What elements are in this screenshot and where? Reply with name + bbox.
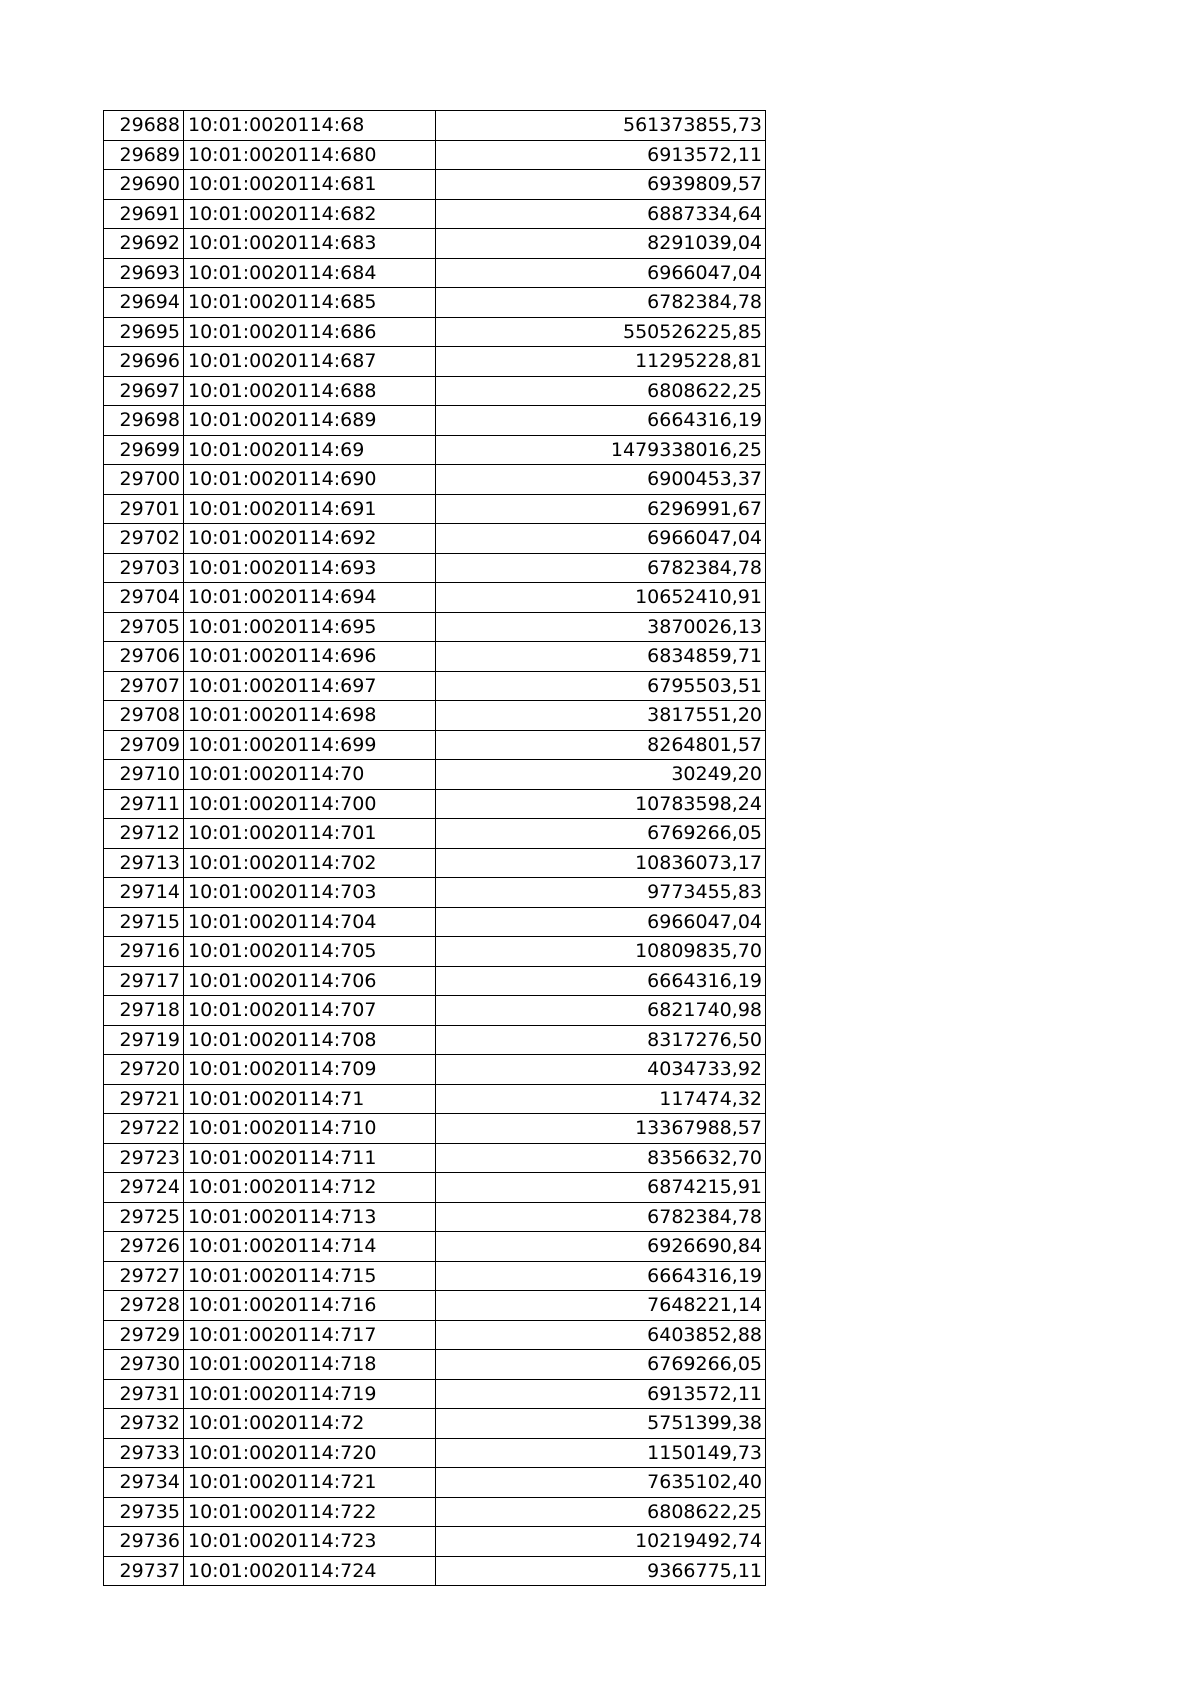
row-number-cell: 29736 bbox=[104, 1527, 184, 1557]
table-row bbox=[104, 789, 766, 819]
table-row bbox=[104, 1409, 766, 1439]
cadastral-number-cell: 10:01:0020114:714 bbox=[184, 1232, 436, 1262]
cadastral-number-cell: 10:01:0020114:718 bbox=[184, 1350, 436, 1380]
value-cell: 6874215,91 bbox=[436, 1173, 766, 1203]
value-cell: 550526225,85 bbox=[436, 317, 766, 347]
value-cell: 561373855,73 bbox=[436, 111, 766, 141]
table-row bbox=[104, 465, 766, 495]
value-cell: 1150149,73 bbox=[436, 1438, 766, 1468]
cadastral-number-cell: 10:01:0020114:694 bbox=[184, 583, 436, 613]
value-cell: 6939809,57 bbox=[436, 170, 766, 200]
row-number-cell: 29693 bbox=[104, 258, 184, 288]
table-row bbox=[104, 1320, 766, 1350]
row-number-cell: 29721 bbox=[104, 1084, 184, 1114]
table-row bbox=[104, 258, 766, 288]
value-cell: 6926690,84 bbox=[436, 1232, 766, 1262]
table-row bbox=[104, 583, 766, 613]
cadastral-number-cell: 10:01:0020114:717 bbox=[184, 1320, 436, 1350]
value-cell: 117474,32 bbox=[436, 1084, 766, 1114]
row-number-cell: 29720 bbox=[104, 1055, 184, 1085]
row-number-cell: 29688 bbox=[104, 111, 184, 141]
cadastral-number-cell: 10:01:0020114:69 bbox=[184, 435, 436, 465]
value-cell: 6782384,78 bbox=[436, 288, 766, 318]
cadastral-number-cell: 10:01:0020114:703 bbox=[184, 878, 436, 908]
cadastral-number-cell: 10:01:0020114:700 bbox=[184, 789, 436, 819]
value-cell: 6782384,78 bbox=[436, 553, 766, 583]
cadastral-number-cell: 10:01:0020114:710 bbox=[184, 1114, 436, 1144]
cadastral-number-cell: 10:01:0020114:72 bbox=[184, 1409, 436, 1439]
table-row bbox=[104, 1055, 766, 1085]
data-table bbox=[103, 110, 766, 1586]
row-number-cell: 29691 bbox=[104, 199, 184, 229]
table-row bbox=[104, 553, 766, 583]
cadastral-number-cell: 10:01:0020114:699 bbox=[184, 730, 436, 760]
value-cell: 6887334,64 bbox=[436, 199, 766, 229]
cadastral-number-cell: 10:01:0020114:688 bbox=[184, 376, 436, 406]
row-number-cell: 29719 bbox=[104, 1025, 184, 1055]
cadastral-number-cell: 10:01:0020114:68 bbox=[184, 111, 436, 141]
table-row bbox=[104, 376, 766, 406]
value-cell: 10836073,17 bbox=[436, 848, 766, 878]
row-number-cell: 29725 bbox=[104, 1202, 184, 1232]
cadastral-number-cell: 10:01:0020114:680 bbox=[184, 140, 436, 170]
row-number-cell: 29730 bbox=[104, 1350, 184, 1380]
cadastral-number-cell: 10:01:0020114:721 bbox=[184, 1468, 436, 1498]
value-cell: 7648221,14 bbox=[436, 1291, 766, 1321]
row-number-cell: 29732 bbox=[104, 1409, 184, 1439]
value-cell: 8291039,04 bbox=[436, 229, 766, 259]
value-cell: 9366775,11 bbox=[436, 1556, 766, 1586]
row-number-cell: 29699 bbox=[104, 435, 184, 465]
cadastral-number-cell: 10:01:0020114:723 bbox=[184, 1527, 436, 1557]
table-row bbox=[104, 907, 766, 937]
value-cell: 6664316,19 bbox=[436, 1261, 766, 1291]
row-number-cell: 29734 bbox=[104, 1468, 184, 1498]
row-number-cell: 29708 bbox=[104, 701, 184, 731]
cadastral-number-cell: 10:01:0020114:705 bbox=[184, 937, 436, 967]
cadastral-number-cell: 10:01:0020114:701 bbox=[184, 819, 436, 849]
value-cell: 11295228,81 bbox=[436, 347, 766, 377]
value-cell: 6834859,71 bbox=[436, 642, 766, 672]
table-row bbox=[104, 524, 766, 554]
value-cell: 10783598,24 bbox=[436, 789, 766, 819]
row-number-cell: 29709 bbox=[104, 730, 184, 760]
table-row bbox=[104, 1497, 766, 1527]
row-number-cell: 29706 bbox=[104, 642, 184, 672]
row-number-cell: 29729 bbox=[104, 1320, 184, 1350]
row-number-cell: 29703 bbox=[104, 553, 184, 583]
value-cell: 6808622,25 bbox=[436, 1497, 766, 1527]
table-row bbox=[104, 612, 766, 642]
value-cell: 6782384,78 bbox=[436, 1202, 766, 1232]
cadastral-number-cell: 10:01:0020114:695 bbox=[184, 612, 436, 642]
value-cell: 6900453,37 bbox=[436, 465, 766, 495]
table-row bbox=[104, 170, 766, 200]
value-cell: 5751399,38 bbox=[436, 1409, 766, 1439]
row-number-cell: 29716 bbox=[104, 937, 184, 967]
value-cell: 10652410,91 bbox=[436, 583, 766, 613]
cadastral-number-cell: 10:01:0020114:713 bbox=[184, 1202, 436, 1232]
cadastral-number-cell: 10:01:0020114:706 bbox=[184, 966, 436, 996]
value-cell: 6966047,04 bbox=[436, 907, 766, 937]
value-cell: 9773455,83 bbox=[436, 878, 766, 908]
cadastral-number-cell: 10:01:0020114:686 bbox=[184, 317, 436, 347]
table-row bbox=[104, 140, 766, 170]
value-cell: 10809835,70 bbox=[436, 937, 766, 967]
row-number-cell: 29727 bbox=[104, 1261, 184, 1291]
value-cell: 8317276,50 bbox=[436, 1025, 766, 1055]
row-number-cell: 29737 bbox=[104, 1556, 184, 1586]
cadastral-number-cell: 10:01:0020114:716 bbox=[184, 1291, 436, 1321]
row-number-cell: 29695 bbox=[104, 317, 184, 347]
row-number-cell: 29705 bbox=[104, 612, 184, 642]
cadastral-number-cell: 10:01:0020114:720 bbox=[184, 1438, 436, 1468]
table-row bbox=[104, 1556, 766, 1586]
cadastral-number-cell: 10:01:0020114:719 bbox=[184, 1379, 436, 1409]
row-number-cell: 29689 bbox=[104, 140, 184, 170]
row-number-cell: 29692 bbox=[104, 229, 184, 259]
table-row bbox=[104, 406, 766, 436]
value-cell: 13367988,57 bbox=[436, 1114, 766, 1144]
row-number-cell: 29704 bbox=[104, 583, 184, 613]
cadastral-number-cell: 10:01:0020114:690 bbox=[184, 465, 436, 495]
row-number-cell: 29707 bbox=[104, 671, 184, 701]
row-number-cell: 29701 bbox=[104, 494, 184, 524]
cadastral-number-cell: 10:01:0020114:71 bbox=[184, 1084, 436, 1114]
cadastral-number-cell: 10:01:0020114:702 bbox=[184, 848, 436, 878]
value-cell: 6821740,98 bbox=[436, 996, 766, 1026]
table-row bbox=[104, 701, 766, 731]
cadastral-number-cell: 10:01:0020114:681 bbox=[184, 170, 436, 200]
row-number-cell: 29690 bbox=[104, 170, 184, 200]
row-number-cell: 29714 bbox=[104, 878, 184, 908]
table-row bbox=[104, 1468, 766, 1498]
row-number-cell: 29713 bbox=[104, 848, 184, 878]
row-number-cell: 29710 bbox=[104, 760, 184, 790]
row-number-cell: 29733 bbox=[104, 1438, 184, 1468]
cadastral-number-cell: 10:01:0020114:691 bbox=[184, 494, 436, 524]
row-number-cell: 29711 bbox=[104, 789, 184, 819]
table-row bbox=[104, 317, 766, 347]
cadastral-number-cell: 10:01:0020114:696 bbox=[184, 642, 436, 672]
row-number-cell: 29715 bbox=[104, 907, 184, 937]
cadastral-number-cell: 10:01:0020114:711 bbox=[184, 1143, 436, 1173]
value-cell: 1479338016,25 bbox=[436, 435, 766, 465]
value-cell: 6664316,19 bbox=[436, 406, 766, 436]
table-row bbox=[104, 1291, 766, 1321]
row-number-cell: 29700 bbox=[104, 465, 184, 495]
table-row bbox=[104, 1261, 766, 1291]
table-row bbox=[104, 1350, 766, 1380]
table-body bbox=[104, 111, 766, 1586]
value-cell: 6296991,67 bbox=[436, 494, 766, 524]
table-row bbox=[104, 966, 766, 996]
row-number-cell: 29696 bbox=[104, 347, 184, 377]
value-cell: 6913572,11 bbox=[436, 1379, 766, 1409]
cadastral-number-cell: 10:01:0020114:709 bbox=[184, 1055, 436, 1085]
cadastral-number-cell: 10:01:0020114:70 bbox=[184, 760, 436, 790]
table-row bbox=[104, 1527, 766, 1557]
cadastral-number-cell: 10:01:0020114:684 bbox=[184, 258, 436, 288]
value-cell: 30249,20 bbox=[436, 760, 766, 790]
table-row bbox=[104, 1114, 766, 1144]
table-row bbox=[104, 1025, 766, 1055]
row-number-cell: 29702 bbox=[104, 524, 184, 554]
table-row bbox=[104, 288, 766, 318]
table-row bbox=[104, 435, 766, 465]
row-number-cell: 29697 bbox=[104, 376, 184, 406]
table-row bbox=[104, 1143, 766, 1173]
row-number-cell: 29698 bbox=[104, 406, 184, 436]
table-row bbox=[104, 819, 766, 849]
table-row bbox=[104, 642, 766, 672]
value-cell: 8356632,70 bbox=[436, 1143, 766, 1173]
cadastral-number-cell: 10:01:0020114:722 bbox=[184, 1497, 436, 1527]
table-row bbox=[104, 111, 766, 141]
cadastral-number-cell: 10:01:0020114:687 bbox=[184, 347, 436, 377]
row-number-cell: 29724 bbox=[104, 1173, 184, 1203]
row-number-cell: 29718 bbox=[104, 996, 184, 1026]
value-cell: 4034733,92 bbox=[436, 1055, 766, 1085]
table-row bbox=[104, 878, 766, 908]
value-cell: 6966047,04 bbox=[436, 524, 766, 554]
row-number-cell: 29722 bbox=[104, 1114, 184, 1144]
value-cell: 6795503,51 bbox=[436, 671, 766, 701]
table-row bbox=[104, 1438, 766, 1468]
row-number-cell: 29735 bbox=[104, 1497, 184, 1527]
row-number-cell: 29728 bbox=[104, 1291, 184, 1321]
table-row bbox=[104, 229, 766, 259]
cadastral-number-cell: 10:01:0020114:707 bbox=[184, 996, 436, 1026]
value-cell: 8264801,57 bbox=[436, 730, 766, 760]
table-row bbox=[104, 671, 766, 701]
cadastral-number-cell: 10:01:0020114:689 bbox=[184, 406, 436, 436]
value-cell: 3817551,20 bbox=[436, 701, 766, 731]
row-number-cell: 29717 bbox=[104, 966, 184, 996]
value-cell: 10219492,74 bbox=[436, 1527, 766, 1557]
cadastral-number-cell: 10:01:0020114:693 bbox=[184, 553, 436, 583]
cadastral-number-cell: 10:01:0020114:712 bbox=[184, 1173, 436, 1203]
table-row bbox=[104, 730, 766, 760]
value-cell: 6808622,25 bbox=[436, 376, 766, 406]
table-row bbox=[104, 848, 766, 878]
table-row bbox=[104, 1232, 766, 1262]
table-row bbox=[104, 1379, 766, 1409]
cadastral-number-cell: 10:01:0020114:724 bbox=[184, 1556, 436, 1586]
row-number-cell: 29694 bbox=[104, 288, 184, 318]
table-row bbox=[104, 1084, 766, 1114]
table-row bbox=[104, 199, 766, 229]
cadastral-number-cell: 10:01:0020114:683 bbox=[184, 229, 436, 259]
cadastral-number-cell: 10:01:0020114:698 bbox=[184, 701, 436, 731]
cadastral-number-cell: 10:01:0020114:715 bbox=[184, 1261, 436, 1291]
table-row bbox=[104, 760, 766, 790]
cadastral-number-cell: 10:01:0020114:708 bbox=[184, 1025, 436, 1055]
cadastral-number-cell: 10:01:0020114:692 bbox=[184, 524, 436, 554]
row-number-cell: 29726 bbox=[104, 1232, 184, 1262]
value-cell: 6403852,88 bbox=[436, 1320, 766, 1350]
value-cell: 6966047,04 bbox=[436, 258, 766, 288]
table-row bbox=[104, 494, 766, 524]
value-cell: 3870026,13 bbox=[436, 612, 766, 642]
cadastral-number-cell: 10:01:0020114:682 bbox=[184, 199, 436, 229]
row-number-cell: 29723 bbox=[104, 1143, 184, 1173]
table-row bbox=[104, 1173, 766, 1203]
table-row bbox=[104, 1202, 766, 1232]
value-cell: 6913572,11 bbox=[436, 140, 766, 170]
cadastral-number-cell: 10:01:0020114:685 bbox=[184, 288, 436, 318]
table-row bbox=[104, 937, 766, 967]
row-number-cell: 29731 bbox=[104, 1379, 184, 1409]
value-cell: 6769266,05 bbox=[436, 819, 766, 849]
cadastral-number-cell: 10:01:0020114:697 bbox=[184, 671, 436, 701]
cadastral-number-cell: 10:01:0020114:704 bbox=[184, 907, 436, 937]
value-cell: 6664316,19 bbox=[436, 966, 766, 996]
value-cell: 7635102,40 bbox=[436, 1468, 766, 1498]
value-cell: 6769266,05 bbox=[436, 1350, 766, 1380]
table-row bbox=[104, 347, 766, 377]
table-row bbox=[104, 996, 766, 1026]
row-number-cell: 29712 bbox=[104, 819, 184, 849]
